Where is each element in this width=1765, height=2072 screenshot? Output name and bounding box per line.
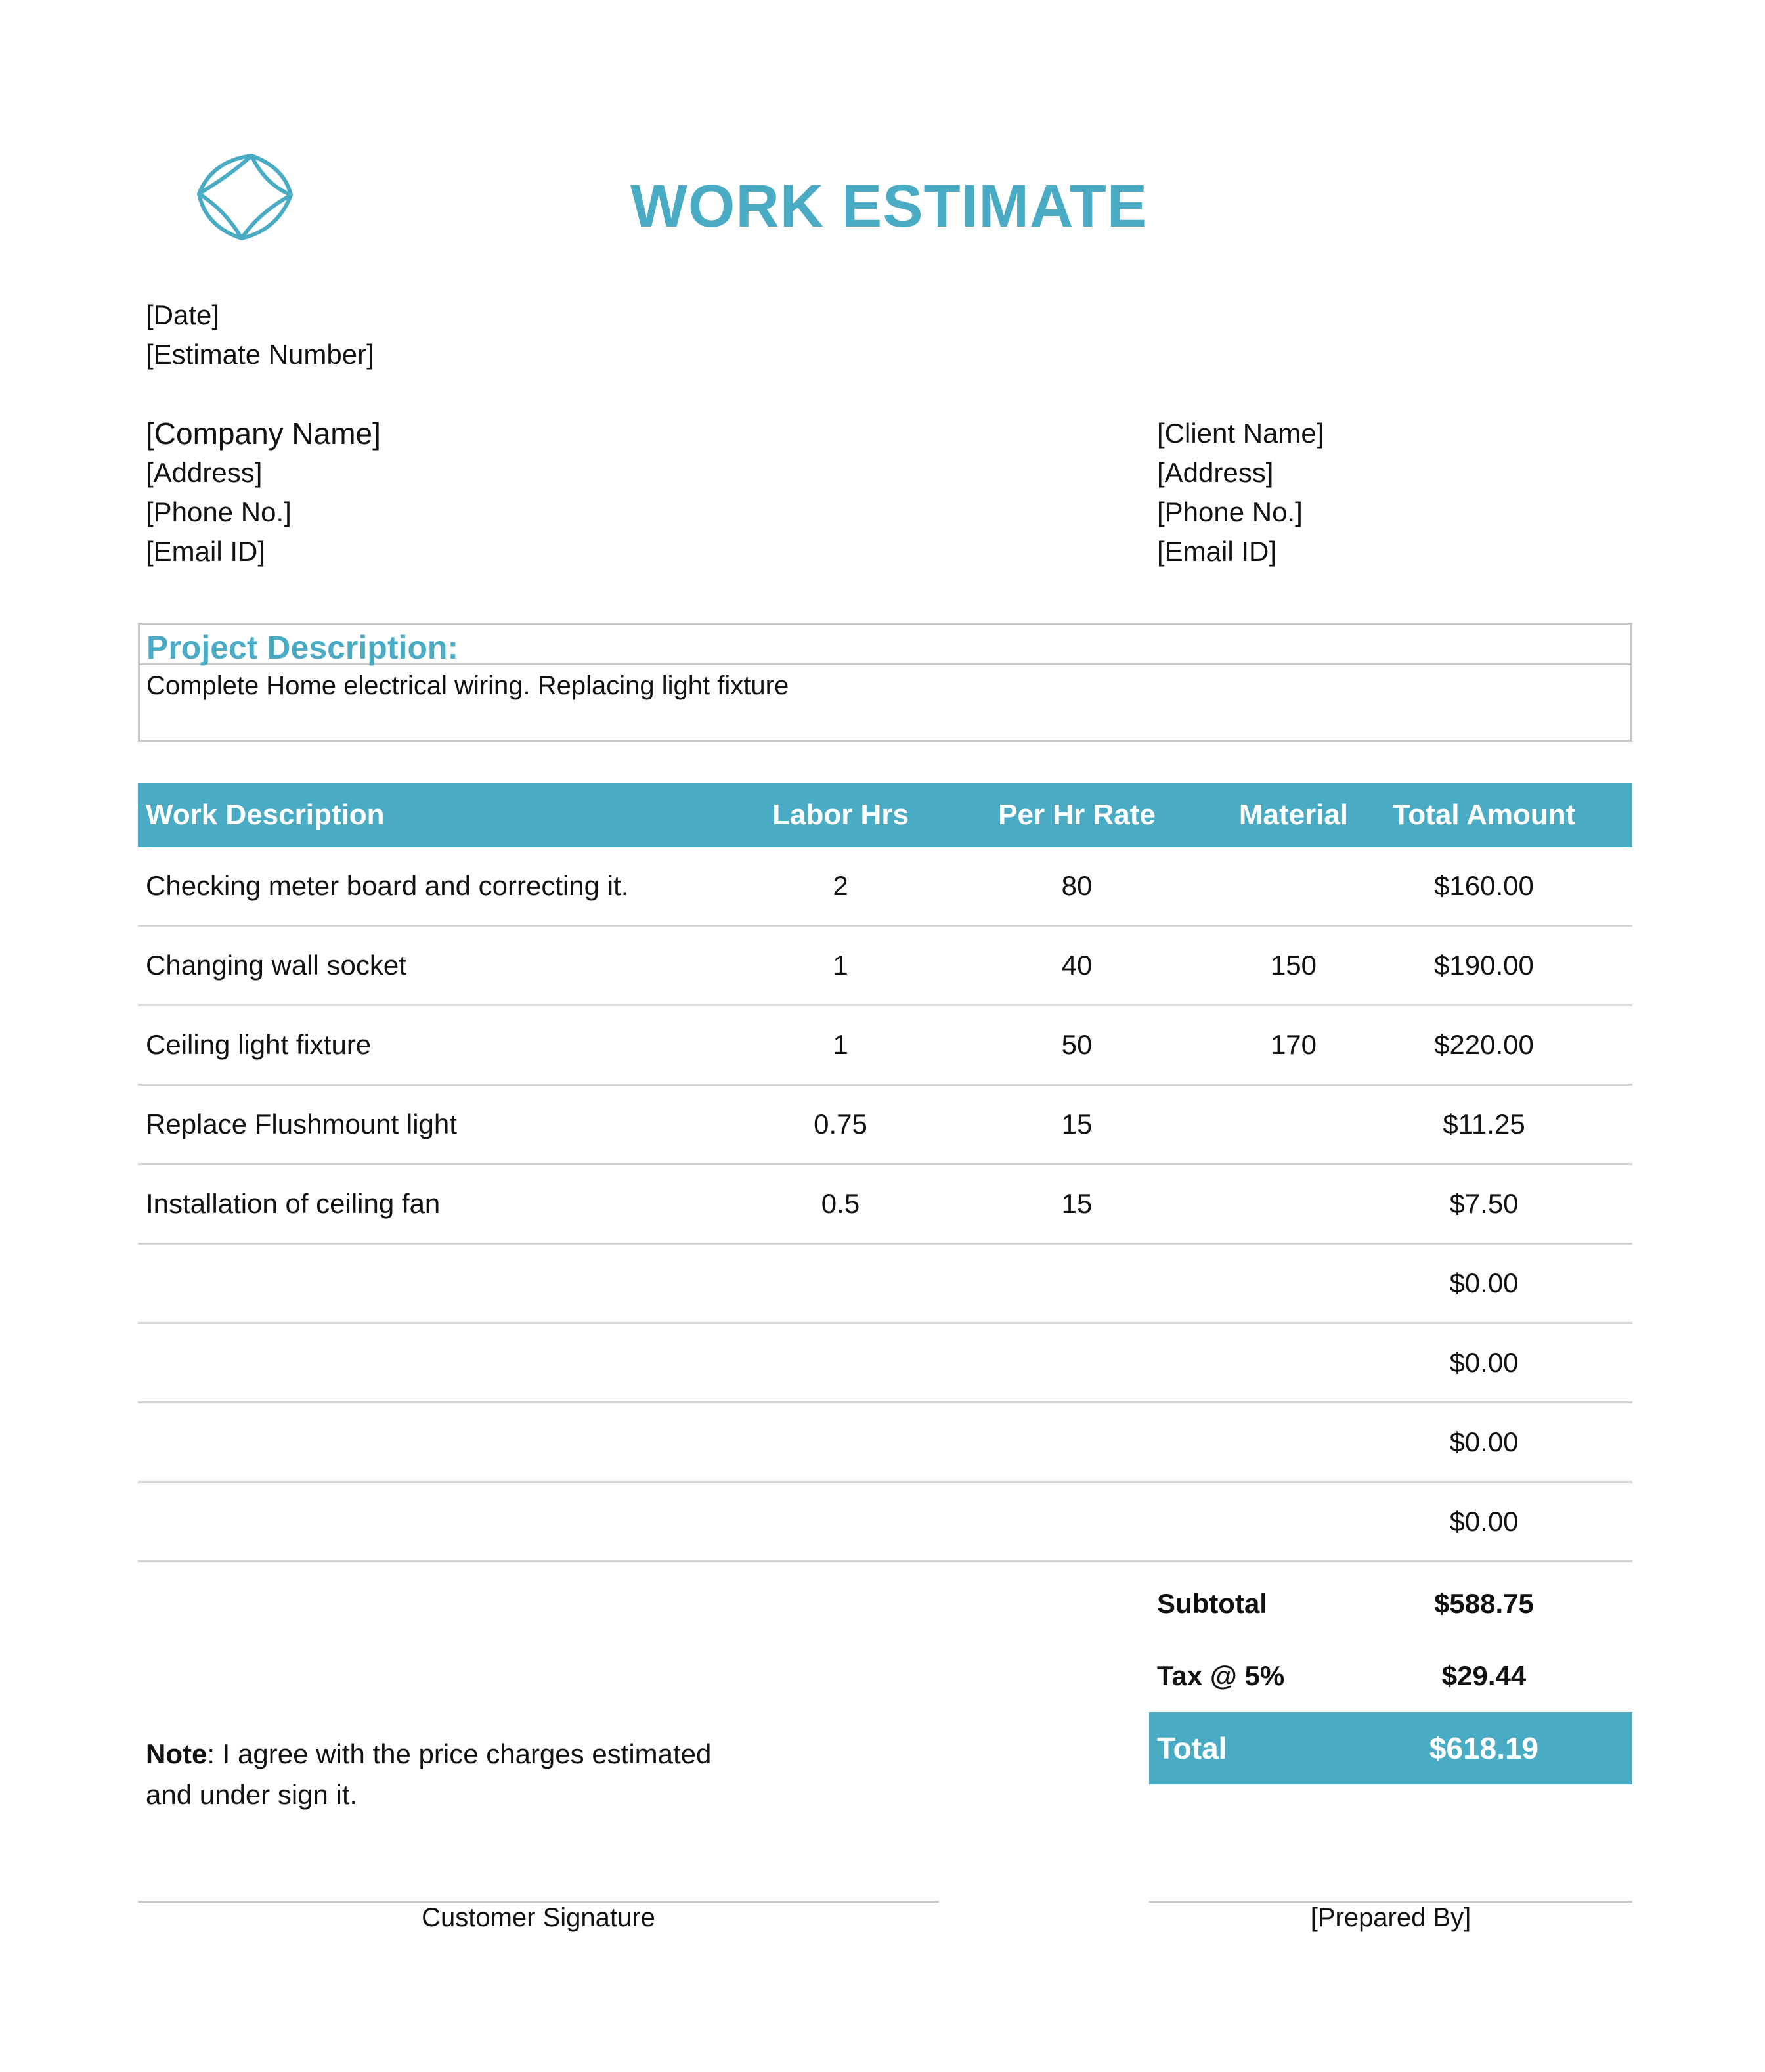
- row-labor-hrs[interactable]: 0.75: [814, 1109, 867, 1139]
- client-phone-field[interactable]: [Phone No.]: [1157, 496, 1303, 527]
- row-rate[interactable]: 15: [1061, 1188, 1093, 1219]
- header-work-description: Work Description: [146, 799, 385, 831]
- row-total: $0.00: [1449, 1426, 1519, 1457]
- subtotal-label: Subtotal: [1157, 1588, 1267, 1619]
- row-total: $0.00: [1449, 1506, 1519, 1537]
- table-row: [138, 1086, 1632, 1165]
- row-rate[interactable]: 50: [1061, 1029, 1093, 1060]
- row-description[interactable]: Ceiling light fixture: [146, 1029, 372, 1060]
- client-address-field[interactable]: [Address]: [1157, 457, 1274, 488]
- work-items-table: [138, 783, 1632, 1562]
- row-total: $190.00: [1434, 950, 1534, 981]
- row-rate[interactable]: 15: [1061, 1109, 1093, 1139]
- row-material[interactable]: 170: [1270, 1029, 1317, 1060]
- estimate-number-field[interactable]: [Estimate Number]: [146, 339, 374, 370]
- leaf-diamond-logo-icon: [186, 148, 301, 246]
- table-row: [138, 847, 1632, 927]
- row-rate[interactable]: 80: [1061, 870, 1093, 901]
- header-per-hr-rate: Per Hr Rate: [998, 799, 1156, 831]
- row-labor-hrs[interactable]: [781, 1324, 900, 1401]
- note-label: Note: [146, 1738, 207, 1769]
- prepared-by-label: [Prepared By]: [1310, 1903, 1471, 1932]
- subtotal-value: $588.75: [1434, 1588, 1534, 1619]
- row-rate[interactable]: [959, 1483, 1195, 1560]
- header-total-amount: Total Amount: [1392, 799, 1576, 831]
- note-text-line2: and under sign it.: [146, 1779, 358, 1810]
- date-field[interactable]: [Date]: [146, 299, 220, 330]
- tax-value: $29.44: [1441, 1660, 1527, 1691]
- client-email-field[interactable]: [Email ID]: [1157, 536, 1277, 567]
- customer-signature-line[interactable]: [138, 1901, 939, 1903]
- row-material[interactable]: 150: [1270, 950, 1317, 981]
- row-labor-hrs[interactable]: [781, 1483, 900, 1560]
- agreement-note: [146, 1734, 711, 1815]
- row-labor-hrs[interactable]: 2: [833, 870, 848, 901]
- note-text-line1: : I agree with the price charges estimated: [207, 1738, 712, 1769]
- row-total: $220.00: [1434, 1029, 1534, 1060]
- table-row: [138, 927, 1632, 1006]
- prepared-by-line[interactable]: [1149, 1901, 1632, 1903]
- total-label: Total: [1157, 1731, 1227, 1765]
- row-total: $0.00: [1449, 1347, 1519, 1378]
- row-labor-hrs[interactable]: 1: [833, 1029, 848, 1060]
- table-header: [138, 783, 1632, 847]
- project-description-header: [140, 625, 1630, 665]
- row-description[interactable]: Replace Flushmount light: [146, 1109, 457, 1139]
- table-row: [138, 1165, 1632, 1245]
- row-labor-hrs[interactable]: 1: [833, 950, 848, 981]
- row-rate[interactable]: 40: [1061, 950, 1093, 981]
- table-row: [138, 1403, 1632, 1483]
- table-row: [138, 1324, 1632, 1403]
- row-description[interactable]: Installation of ceiling fan: [146, 1188, 441, 1219]
- company-address-field[interactable]: [Address]: [146, 457, 263, 488]
- header-material: Material: [1238, 799, 1349, 831]
- company-email-field[interactable]: [Email ID]: [146, 536, 266, 567]
- row-rate[interactable]: [959, 1403, 1195, 1481]
- customer-signature-label: Customer Signature: [422, 1903, 655, 1932]
- tax-label: Tax @ 5%: [1157, 1660, 1285, 1691]
- header-labor-hrs: Labor Hrs: [772, 799, 909, 831]
- row-labor-hrs[interactable]: [781, 1245, 900, 1322]
- row-rate[interactable]: [959, 1245, 1195, 1322]
- row-total: $7.50: [1449, 1188, 1519, 1219]
- row-description[interactable]: Checking meter board and correcting it.: [146, 870, 629, 901]
- project-description-box: [138, 623, 1632, 742]
- total-value: $618.19: [1429, 1731, 1539, 1765]
- table-row: [138, 1245, 1632, 1324]
- company-name-field[interactable]: [Company Name]: [146, 416, 381, 451]
- project-description-heading: Project Description:: [146, 629, 459, 666]
- row-total: $0.00: [1449, 1267, 1519, 1298]
- document-title: WORK ESTIMATE: [630, 173, 1148, 240]
- row-labor-hrs[interactable]: [781, 1403, 900, 1481]
- row-total: $11.25: [1443, 1109, 1525, 1139]
- table-row: [138, 1483, 1632, 1562]
- company-phone-field[interactable]: [Phone No.]: [146, 496, 292, 527]
- row-total: $160.00: [1434, 870, 1534, 901]
- project-description-text[interactable]: Complete Home electrical wiring. Replacing light fixture: [146, 671, 789, 700]
- row-labor-hrs[interactable]: 0.5: [821, 1188, 860, 1219]
- total-bar: [1149, 1712, 1632, 1784]
- row-rate[interactable]: [959, 1324, 1195, 1401]
- row-description[interactable]: Changing wall socket: [146, 950, 406, 981]
- table-row: [138, 1006, 1632, 1086]
- client-name-field[interactable]: [Client Name]: [1157, 418, 1324, 449]
